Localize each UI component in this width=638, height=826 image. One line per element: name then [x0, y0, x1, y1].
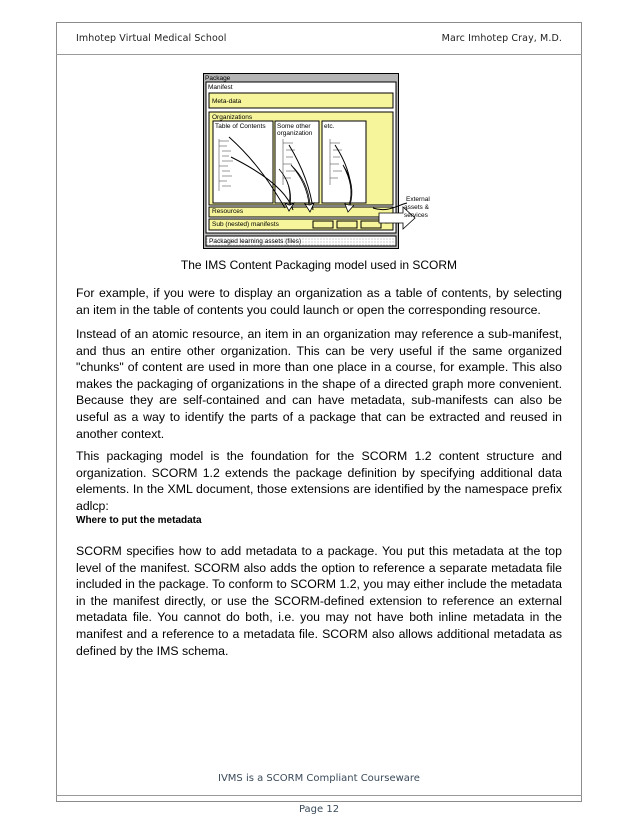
page-number: Page 12 [298, 804, 340, 815]
diagram-label-external-1: External [406, 196, 430, 203]
footer-rule [56, 795, 582, 796]
header-school-name: Imhotep Virtual Medical School [76, 33, 227, 44]
diagram-label-toc: Table of Contents [215, 123, 266, 130]
ims-content-packaging-diagram [203, 73, 435, 249]
diagram-label-manifest: Manifest [208, 84, 233, 91]
header-rule [56, 54, 582, 55]
paragraph-scorm-foundation: This packaging model is the foundation for the SCORM 1.2 content structure and organization. SCORM 1.2 extends the package definition by specifying additional data elements. In the XML document, those extensions are identified by the namespace prefix adlcp: [76, 449, 562, 513]
paragraph-sub-manifest: Instead of an atomic resource, an item in an organization may reference a sub-manifest, and thus an entire other organization. This can be very useful if the same organized "chunks" of content are used in more than one place in a course, for example. This also makes the packaging of organizations in the shape of a directed graph more convenient. Because they are self-contained and can have metadata, sub-manifests can also be useful as a way to identify the parts of a package that can be extracted and reused in another context. [76, 327, 562, 441]
diagram-label-resources: Resources [212, 208, 244, 215]
diagram-label-external-3: services [404, 212, 428, 219]
diagram-label-etc: etc. [324, 123, 335, 130]
paragraph-toc-example: For example, if you were to display an organization as a table of contents, by selecting an item in the table of contents you could launch or open the corresponding resource. [76, 286, 562, 317]
footer-title: IVMS is a SCORM Compliant Courseware [218, 773, 420, 784]
diagram-label-external-2: assets & [404, 204, 429, 211]
toc-box [213, 121, 273, 203]
header-author: Marc Imhotep Cray, M.D. [441, 33, 562, 44]
diagram-label-package: Package [205, 75, 231, 82]
diagram-label-metadata: Meta-data [212, 98, 242, 105]
diagram-label-other-org-2: organization [277, 130, 313, 137]
diagram-label-organizations: Organizations [212, 114, 253, 121]
section-heading-metadata: Where to put the metadata [76, 515, 202, 526]
diagram-label-packaged-assets: Packaged learning assets (files) [209, 238, 302, 245]
diagram-label-sub-manifests: Sub (nested) manifests [212, 221, 279, 228]
diagram-label-other-org-1: Some other [277, 123, 311, 130]
figure-caption: The IMS Content Packaging model used in SCORM [180, 258, 458, 272]
paragraph-metadata: SCORM specifies how to add metadata to a package. You put this metadata at the top level of the manifest. SCORM also adds the option to reference a separate metadata file included in the package. To conform to SCORM 1.2, you may either include the metadata in the manifest directly, or use the SCORM-defined extension to reference an external metadata file. You cannot do both, i.e. you may not have both inline metadata in the manifest and a reference to a metadata file. SCORM also allows additional metadata as defined by the IMS schema. [76, 544, 562, 658]
